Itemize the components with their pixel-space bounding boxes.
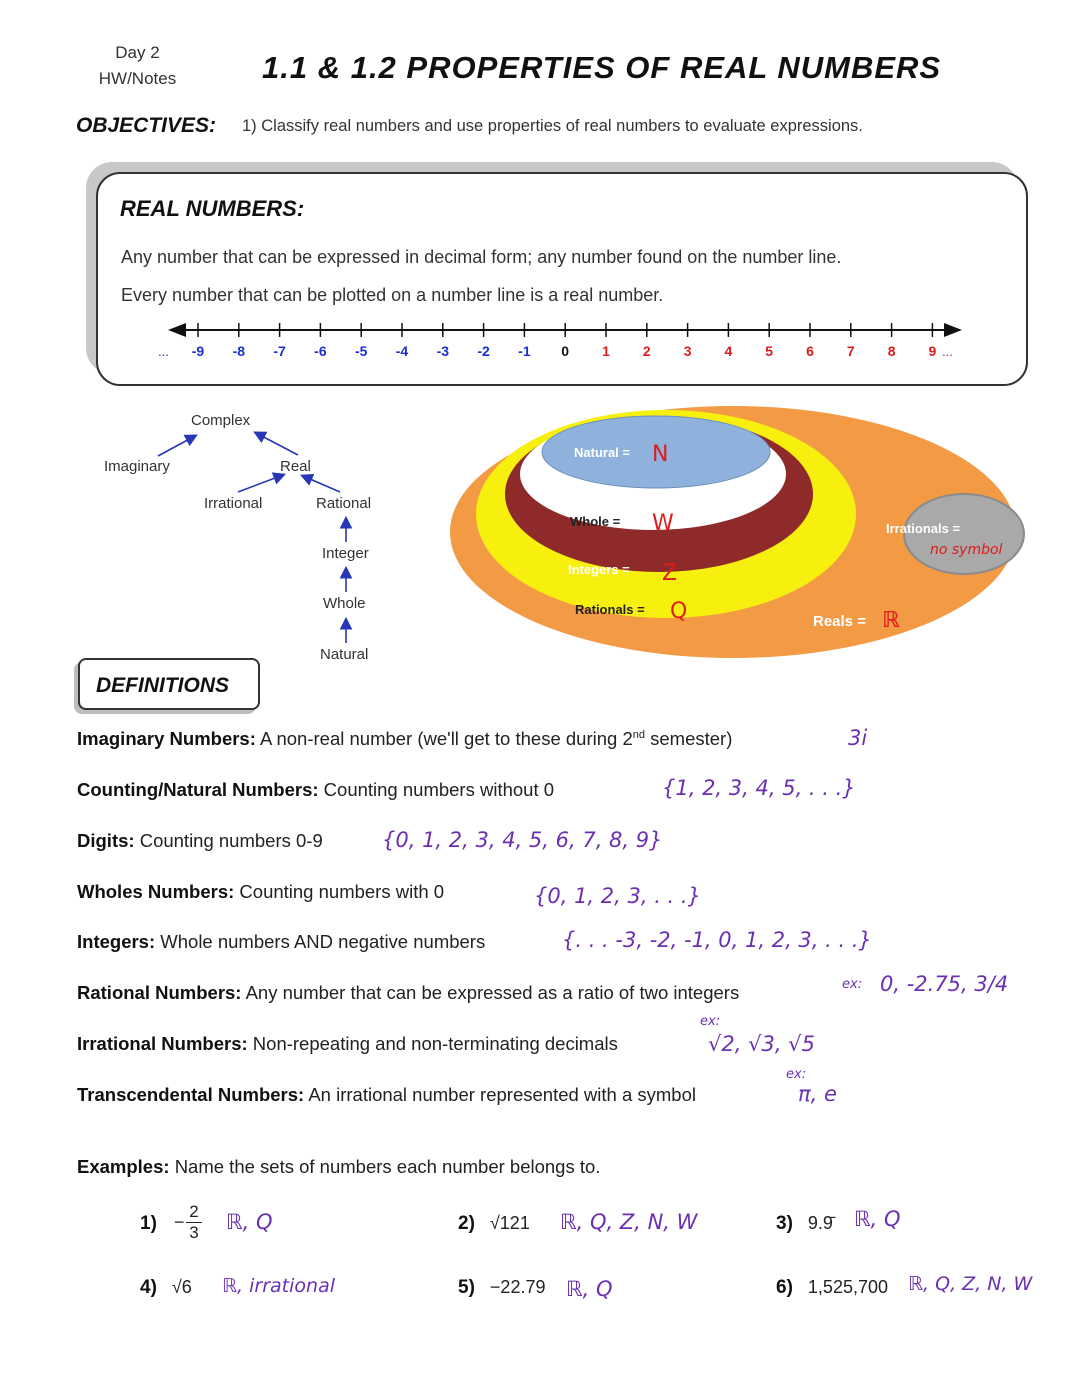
number-line-tick-label: 9: [928, 343, 937, 359]
definitions-title: DEFINITIONS: [96, 674, 230, 697]
definition-text: Non-repeating and non-terminating decimals: [252, 1033, 618, 1054]
number-sets-diagram: [448, 404, 1034, 660]
example-3: [776, 1213, 833, 1235]
example-1-value: [174, 1212, 185, 1233]
left-arrow-icon: [168, 323, 186, 337]
number-line-tick-label: -5: [354, 343, 368, 359]
reals-label: Reals =: [813, 613, 866, 630]
number-line-tick-label: 2: [642, 343, 651, 359]
handwritten-ex: ex:: [842, 977, 863, 992]
number-line-tick-label: 1: [602, 343, 610, 359]
number-line-tick-label: -1: [518, 343, 531, 359]
tree-natural: Natural: [320, 646, 369, 663]
example-5-answer: ℝ, Q: [566, 1277, 613, 1301]
handwritten-note: √2, √3, √5: [708, 1032, 815, 1056]
natural-symbol: N: [652, 442, 669, 467]
handwritten-note: {0, 1, 2, 3, 4, 5, 6, 7, 8, 9}: [382, 828, 663, 852]
example-number: 3): [776, 1213, 793, 1234]
example-number: 4): [140, 1277, 157, 1298]
handwritten-note: 0, -2.75, 3/4: [880, 972, 1009, 996]
right-arrow-icon: [944, 323, 962, 337]
definition-whole: [77, 881, 444, 903]
handwritten-note: 3i: [848, 726, 868, 750]
definition-digits: [77, 830, 323, 852]
number-line-tick-label: -9: [191, 343, 205, 359]
definition-term: Integers:: [77, 931, 156, 952]
hw-notes-text: HW/Notes: [98, 69, 177, 88]
number-line-tick-label: -7: [273, 343, 286, 359]
integers-label: Integers =: [568, 562, 630, 577]
example-value: −22.79: [489, 1277, 546, 1297]
number-line-tick-label: -3: [436, 343, 450, 359]
example-2: [458, 1213, 530, 1235]
number-line-ticks: [192, 323, 937, 359]
integers-symbol: Z: [662, 561, 678, 586]
definition-term: Counting/Natural Numbers:: [77, 779, 319, 800]
number-line-tick-label: -2: [477, 343, 490, 359]
number-line-tick-label: -8: [232, 343, 246, 359]
definition-irrational: [77, 1033, 618, 1055]
definition-imaginary: [77, 728, 732, 750]
example-value: 1,525,700: [807, 1277, 888, 1297]
definition-rational: [77, 982, 739, 1004]
tree-complex: Complex: [191, 412, 251, 429]
tree-irrational: Irrational: [204, 495, 263, 512]
number-line-tick-label: 0: [561, 343, 570, 359]
examples-heading: [77, 1156, 600, 1178]
definition-natural: [77, 779, 554, 801]
handwritten-ex: ex:: [786, 1067, 807, 1082]
examples-label: Examples:: [77, 1156, 170, 1177]
example-1-answer: ℝ, Q: [226, 1210, 273, 1234]
definition-term: Wholes Numbers:: [77, 881, 235, 902]
example-6-answer: ℝ, Q, Z, N, W: [908, 1273, 1033, 1295]
objectives-label: OBJECTIVES:: [76, 114, 217, 137]
example-number: 2): [458, 1213, 475, 1234]
examples-text: Name the sets of numbers each number belongs to.: [174, 1156, 601, 1177]
whole-label: Whole =: [570, 514, 621, 529]
handwritten-note: {. . . -3, -2, -1, 0, 1, 2, 3, . . .}: [562, 928, 872, 952]
day-text: Day 2: [115, 43, 160, 62]
example-5: [458, 1277, 545, 1299]
definition-transcendental: [77, 1084, 696, 1106]
definition-term: Digits:: [77, 830, 135, 851]
definition-text: Counting numbers without 0: [323, 779, 555, 800]
example-4-answer: ℝ, irrational: [222, 1275, 335, 1297]
irrationals-label: Irrationals =: [886, 521, 961, 536]
definition-term: Transcendental Numbers:: [77, 1084, 305, 1105]
number-line: [150, 318, 980, 368]
example-3-answer: ℝ, Q: [854, 1207, 901, 1231]
whole-symbol: W: [652, 511, 674, 536]
tree-rational: Rational: [316, 495, 372, 512]
definition-text: Counting numbers with 0: [239, 881, 445, 902]
left-ellipsis: ...: [158, 344, 169, 359]
definition-text: A non-real number (we'll get to these during 2: [260, 728, 633, 749]
example-6: [776, 1277, 888, 1299]
definition-text: Whole numbers AND negative numbers: [160, 931, 486, 952]
natural-label: Natural =: [574, 445, 630, 460]
reals-symbol: ℝ: [882, 608, 900, 633]
tree-real: Real: [280, 458, 311, 475]
tree-imaginary: Imaginary: [104, 458, 170, 475]
definition-integers: [77, 931, 485, 953]
example-value: √121: [489, 1213, 530, 1233]
example-sign: −: [174, 1212, 185, 1232]
number-line-tick-label: 3: [683, 343, 692, 359]
rationals-symbol: Q: [670, 599, 688, 624]
definition-term: Irrational Numbers:: [77, 1033, 248, 1054]
number-line-tick-label: 4: [724, 343, 733, 359]
tree-arrows: [100, 400, 400, 660]
fraction-denominator: 3: [186, 1222, 202, 1243]
definition-text: Any number that can be expressed as a ratio of two integers: [245, 982, 740, 1003]
handwritten-note: {0, 1, 2, 3, . . .}: [534, 884, 701, 908]
handwritten-ex: ex:: [700, 1014, 721, 1029]
irrationals-symbol: no symbol: [930, 542, 1003, 558]
example-number: 6): [776, 1277, 793, 1298]
definition-text-2: semester): [645, 728, 733, 749]
handwritten-note: π, e: [798, 1082, 837, 1106]
fraction-numerator: 2: [189, 1202, 199, 1221]
number-line-tick-label: 8: [887, 343, 896, 359]
number-line-tick-label: 7: [846, 343, 855, 359]
real-numbers-definition: Any number that can be expressed in decimal form; any number found on the number line.: [121, 247, 842, 267]
definition-sup: nd: [632, 728, 645, 741]
definition-text: An irrational number represented with a symbol: [308, 1084, 696, 1105]
example-2-answer: ℝ, Q, Z, N, W: [560, 1210, 698, 1234]
number-line-tick-label: -4: [395, 343, 409, 359]
day-label: [80, 40, 195, 92]
example-1: [140, 1213, 157, 1235]
example-4: [140, 1277, 192, 1299]
tree-whole: Whole: [323, 595, 366, 612]
example-number: 1): [140, 1213, 157, 1234]
page-title: 1.1 & 1.2 PROPERTIES OF REAL NUMBERS: [262, 50, 942, 85]
tree-integer: Integer: [322, 545, 369, 562]
definition-term: Rational Numbers:: [77, 982, 242, 1003]
definition-term: Imaginary Numbers:: [77, 728, 256, 749]
example-value: 9.9̄: [807, 1213, 833, 1233]
right-ellipsis: ...: [942, 344, 953, 359]
definition-text: Counting numbers 0-9: [139, 830, 323, 851]
example-number: 5): [458, 1277, 475, 1298]
real-numbers-note: Every number that can be plotted on a number line is a real number.: [121, 285, 664, 305]
handwritten-note: {1, 2, 3, 4, 5, . . .}: [662, 776, 856, 800]
number-line-tick-label: 5: [765, 343, 774, 359]
number-line-tick-label: -6: [314, 343, 327, 359]
example-1-fraction: [186, 1202, 202, 1243]
real-numbers-title: REAL NUMBERS:: [120, 196, 305, 221]
number-line-tick-label: 6: [806, 343, 814, 359]
example-value: √6: [171, 1277, 192, 1297]
objectives-text: 1) Classify real numbers and use properties of real numbers to evaluate expressions.: [242, 117, 863, 135]
rationals-label: Rationals =: [575, 602, 645, 617]
